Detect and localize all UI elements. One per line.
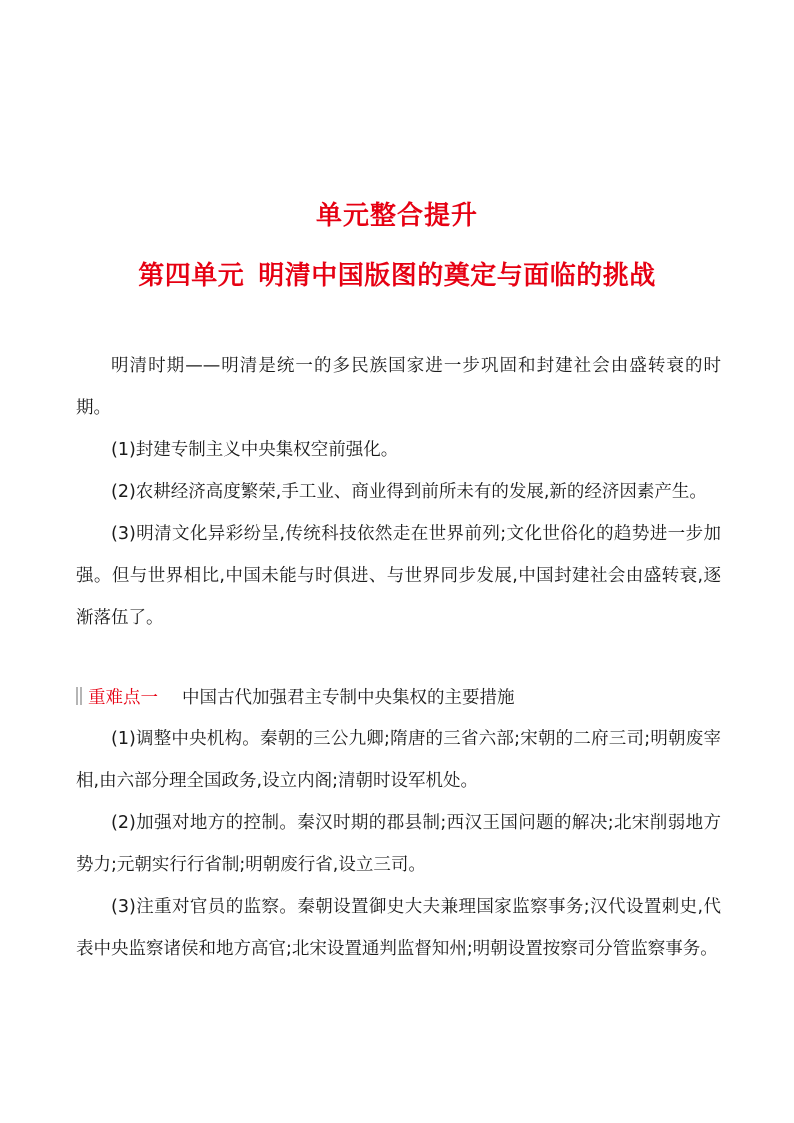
- intro-paragraph: (3)明清文化异彩纷呈,传统科技依然走在世界前列;文化世俗化的趋势进一步加强。但与世界相比,中国未能与时俱进、与世界同步发展,中国封建社会由盛转衰,逐渐落伍了。: [76, 524, 721, 628]
- unit-topic: 明清中国版图的奠定与面临的挑战: [258, 261, 656, 291]
- section-body: [76, 718, 721, 970]
- unit-title: [0, 255, 794, 292]
- section-tag: 重难点一: [88, 687, 158, 708]
- section-paragraph: (3)注重对官员的监察。秦朝设置御史大夫兼理国家监察事务;汉代设置刺史,代表中央监察诸侯和地方高官;北宋设置通判监督知州;明朝设置按察司分管监察事务。: [76, 897, 721, 959]
- section-marker-icon: [76, 687, 82, 705]
- unit-number: 第四单元: [138, 261, 245, 291]
- page-title: 单元整合提升: [315, 201, 478, 231]
- section-heading-text: 中国古代加强君主专制中央集权的主要措施: [182, 687, 515, 708]
- intro-paragraph: (1)封建专制主义中央集权空前强化。: [111, 440, 399, 460]
- intro-paragraph: 明清时期——明清是统一的多民族国家进一步巩固和封建社会由盛转衰的时期。: [76, 356, 721, 418]
- section-heading: [76, 682, 515, 710]
- intro-paragraph: (2)农耕经济高度繁荣,手工业、商业得到前所未有的发展,新的经济因素产生。: [111, 482, 707, 502]
- section-paragraph: (2)加强对地方的控制。秦汉时期的郡县制;西汉王国问题的解决;北宋削弱地方势力;元朝实行行省制;明朝废行省,设立三司。: [76, 813, 721, 875]
- intro-block: [76, 345, 721, 639]
- section-paragraph: (1)调整中央机构。秦朝的三公九卿;隋唐的三省六部;宋朝的二府三司;明朝废宰相,由六部分理全国政务,设立内阁;清朝时设军机处。: [76, 729, 721, 791]
